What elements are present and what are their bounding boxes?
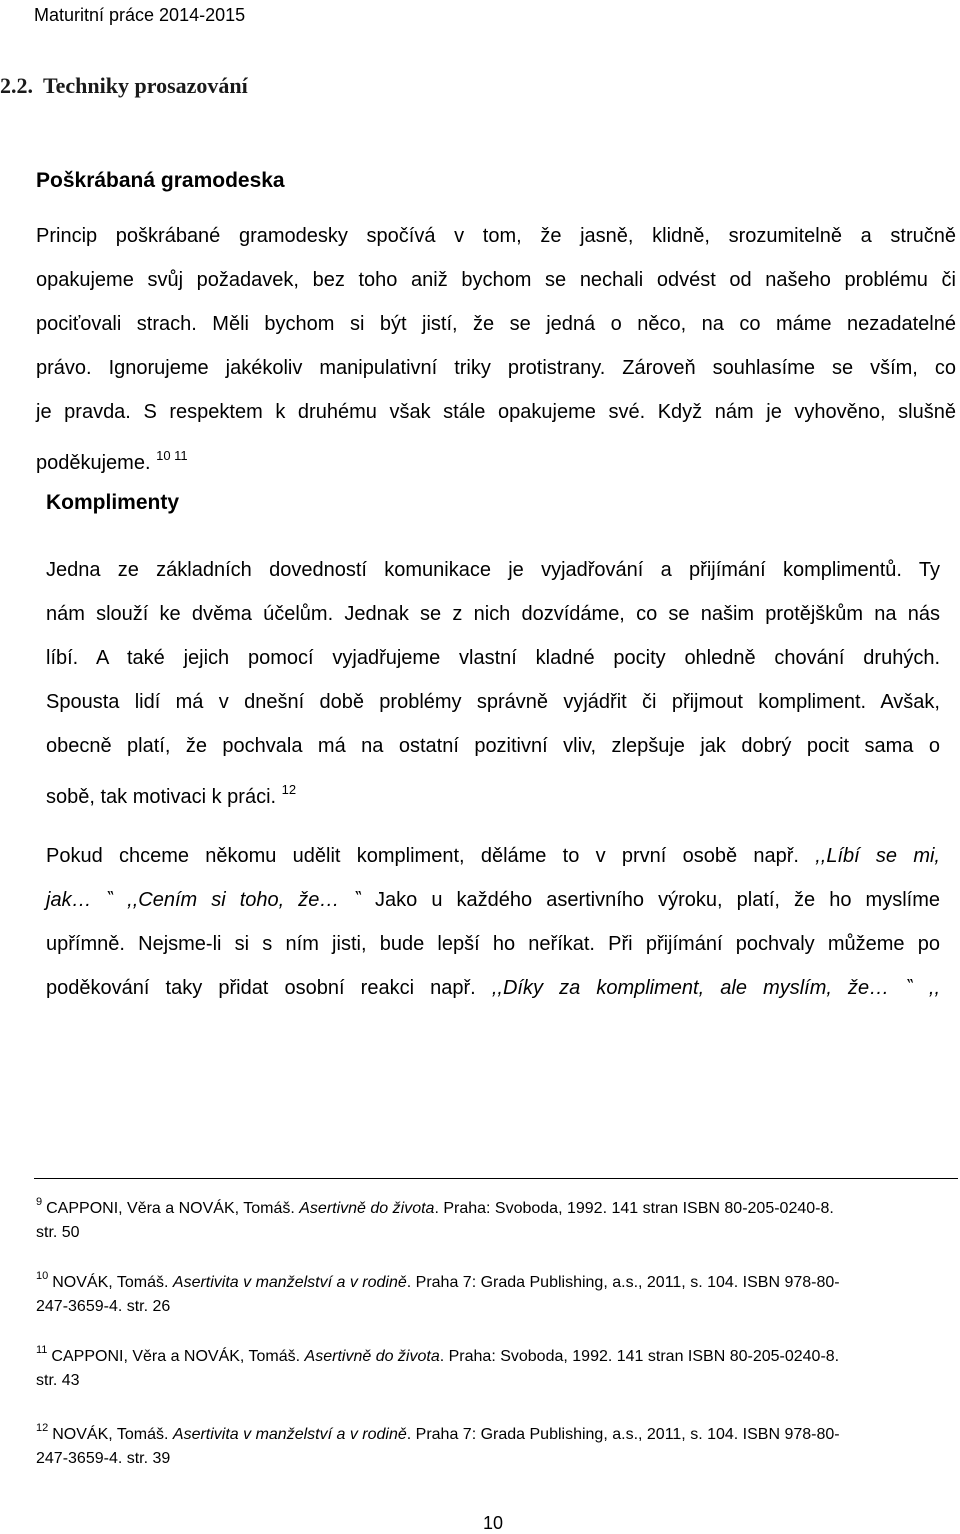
section-title-gramodeska: Poškrábaná gramodeska — [36, 169, 285, 192]
paragraph-line — [46, 834, 940, 878]
paragraph-last-text: poděkujeme. — [36, 452, 151, 474]
footnote-mark: 11 — [36, 1344, 48, 1356]
footnote-details: . Praha: Svoboda, 1992. 141 stran ISBN 80-205-0240-8. — [439, 1348, 840, 1365]
footnote-continuation: str. 50 — [36, 1224, 80, 1241]
footnote-details: . Praha 7: Grada Publishing, a.s., 2011, s. 104. ISBN 978-80- — [406, 1274, 840, 1291]
footnote-mark: 9 — [36, 1196, 43, 1208]
footnote-title: Asertivně do života — [299, 1200, 435, 1217]
footnote — [36, 1190, 946, 1245]
text-run: Pokud chceme někomu udělit kompliment, děláme to v první osobě např. — [46, 845, 816, 867]
paragraph-line: Jedna ze základních dovedností komunikace je vyjadřování a přijímání komplimentů. Ty — [46, 559, 940, 581]
text-run: poděkování taky přidat osobní reakci např. — [46, 977, 492, 999]
page-number: 10 — [483, 1513, 504, 1533]
footnote-continuation: 247-3659-4. str. 26 — [36, 1298, 171, 1315]
footnote-reference: 12 — [281, 782, 297, 797]
footnote-details: . Praha 7: Grada Publishing, a.s., 2011, s. 104. ISBN 978-80- — [406, 1426, 840, 1443]
paragraph-line: opakujeme svůj požadavek, bez toho aniž bychom se nechali odvést od našeho problému či — [36, 269, 956, 291]
footnote — [36, 1264, 946, 1319]
paragraph-line — [46, 878, 940, 922]
paragraph-gramodeska — [36, 214, 956, 478]
footnote-mark: 12 — [36, 1422, 49, 1434]
paragraph-line: Princip poškrábané gramodesky spočívá v tom, že jasně, klidně, srozumitelně a stručně — [36, 225, 956, 247]
paragraph-pokud — [46, 834, 940, 1010]
paragraph-line: pociťovali strach. Měli bychom si být jistí, že se jedná o něco, na co máme nezadatelné — [36, 313, 956, 335]
paragraph-line: obecně platí, že pochvala má na ostatní pozitivní vliv, zlepšuje jak dobrý pocit sama o — [46, 735, 940, 757]
footnote-author: NOVÁK, Tomáš. — [52, 1274, 173, 1291]
footnote-separator — [34, 1178, 958, 1179]
section-title-komplimenty: Komplimenty — [46, 491, 180, 514]
paragraph-line: Spousta lidí má v dnešní době problémy správně vyjádřit či přijmout kompliment. Avšak, — [46, 691, 940, 713]
footnote-title: Asertivita v manželství a v rodině — [172, 1426, 407, 1443]
footnote-author: NOVÁK, Tomáš. — [52, 1426, 173, 1443]
footnote-mark: 10 — [36, 1270, 49, 1282]
paragraph-last-text: sobě, tak motivaci k práci. — [46, 786, 277, 808]
text-run: Jako u každého asertivního výroku, platí, že ho myslíme — [360, 889, 940, 911]
footnote-continuation: 247-3659-4. str. 39 — [36, 1450, 171, 1467]
footnote-author: CAPPONI, Věra a NOVÁK, Tomáš. — [46, 1200, 300, 1217]
chapter-heading — [0, 72, 248, 100]
paragraph-line: líbí. A také jejich pomocí vyjadřujeme vlastní kladné pocity ohledně chování druhých. — [46, 647, 940, 669]
paragraph-komplimenty — [46, 548, 940, 812]
paragraph-line — [46, 768, 940, 812]
chapter-title: Techniky prosazování — [43, 73, 248, 98]
footnote-title: Asertivně do života — [304, 1348, 440, 1365]
footnote-details: . Praha: Svoboda, 1992. 141 stran ISBN 80-205-0240-8. — [434, 1200, 834, 1217]
chapter-number: 2.2. — [0, 73, 33, 98]
paragraph-line — [36, 434, 956, 478]
paragraph-line — [46, 966, 940, 1010]
italic-quote: jak… ‶ ,,Cením si toho, že… ‶ — [46, 889, 361, 911]
running-header: Maturitní práce 2014-2015 — [34, 5, 246, 25]
paragraph-line: upřímně. Nejsme-li si s ním jisti, bude lepší ho neříkat. Při přijímání pochvaly můžeme po — [46, 933, 940, 955]
footnote-title: Asertivita v manželství a v rodině — [172, 1274, 407, 1291]
italic-quote: ,,Díky za kompliment, ale myslím, že… ‶ ,, — [491, 977, 941, 999]
paragraph-line: právo. Ignorujeme jakékoliv manipulativní triky protistrany. Zároveň souhlasíme se vším, co — [36, 357, 956, 379]
footnote-author: CAPPONI, Věra a NOVÁK, Tomáš. — [51, 1348, 305, 1365]
italic-quote: ,,Líbí se mi, — [815, 845, 940, 867]
footnote-reference: 10 11 — [156, 448, 188, 463]
paragraph-line: nám slouží ke dvěma účelům. Jednak se z nich dozvídáme, co se našim protějškům na nás — [46, 603, 940, 625]
footnote — [36, 1338, 946, 1393]
paragraph-line: je pravda. S respektem k druhému však stále opakujeme své. Když nám je vyhověno, slušně — [36, 401, 956, 423]
footnote — [36, 1416, 946, 1471]
footnote-continuation: str. 43 — [36, 1372, 80, 1389]
